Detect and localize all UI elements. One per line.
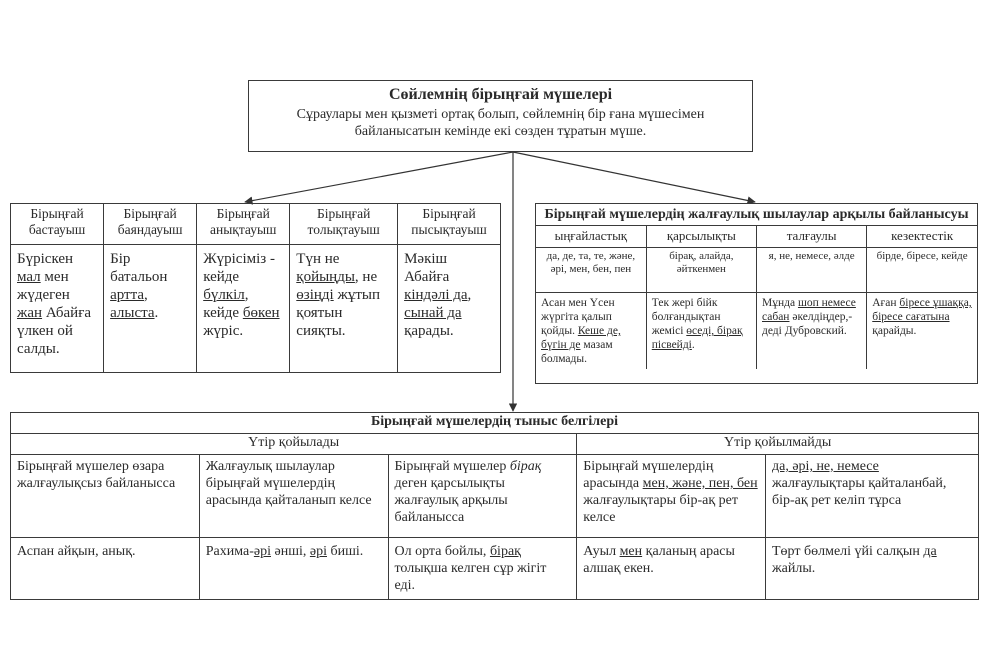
punct-example-1: Аспан айқын, анық. xyxy=(11,538,200,600)
punctuation-group-row xyxy=(11,434,979,455)
header-copulative: ыңғайластық xyxy=(536,226,646,248)
punct-example-5: Төрт бөлмелі үйі салқын да жайлы. xyxy=(766,538,979,600)
example-copulative: Асан мен Үсен жүргіта қалып қойды. Кеше де, бүгін де мазам болмады. xyxy=(536,293,646,370)
punctuation-title: Бірыңғай мүшелердің тыныс белгілері xyxy=(11,413,979,434)
header-adversative: қарсылықты xyxy=(646,226,756,248)
conj-alternating: бірде, біресе, кейде xyxy=(867,248,977,293)
definition-box xyxy=(248,80,753,152)
condition-5: да, әрі, не, немесе жалғаулықтары қайталанбай, бір-ақ рет келіп тұрса xyxy=(766,455,979,538)
member-types-header-row xyxy=(11,204,501,245)
conj-adversative: бірақ, алайда, әйткенмен xyxy=(646,248,756,293)
conjunction-words-row xyxy=(536,248,977,293)
header-disjunctive: талғаулы xyxy=(757,226,867,248)
example-disjunctive: Мұнда шоп немесе сабан әкелдіңдер,-деді Дубровский. xyxy=(757,293,867,370)
example-adverbial: Мәкіш Абайға кіндәлі да, сынай да қарады. xyxy=(398,245,501,373)
example-attribute: Жүрісіміз - кейде бүлкіл, кейде бөкен жүріс. xyxy=(197,245,290,373)
example-adversative: Тек жері бійк болғандықтан жемісі өседі, бірақ пісвейді. xyxy=(646,293,756,370)
conjunction-types-row xyxy=(536,226,977,248)
conjunctions-box xyxy=(535,203,978,384)
conjunctions-table xyxy=(536,226,977,369)
header-adverbial: Бірыңғай пысықтауыш xyxy=(398,204,501,245)
condition-3: Бірыңғай мүшелер бірақ деген қарсылықты жалғаулық арқылы байланысса xyxy=(388,455,577,538)
punct-example-3: Ол орта бойлы, бірақ толықша келген сұр жігіт еді. xyxy=(388,538,577,600)
group-comma-not-used: Үтір қойылмайды xyxy=(577,434,979,455)
condition-2: Жалғаулық шылаулар бірыңғай мүшелердің арасында қайталанып келсе xyxy=(199,455,388,538)
member-types-table xyxy=(10,203,501,373)
conj-copulative: да, де, та, те, және, әрі, мен, бен, пен xyxy=(536,248,646,293)
example-object: Түн не қойыңды, не өзіңді жұтып қоятын сияқты. xyxy=(290,245,398,373)
conjunction-examples-row xyxy=(536,293,977,370)
header-predicate: Бірыңғай баяндауыш xyxy=(104,204,197,245)
punctuation-table xyxy=(10,412,979,600)
punctuation-example-row xyxy=(11,538,979,600)
definition-title: Сөйлемнің бірыңғай мүшелері xyxy=(388,86,613,103)
condition-1: Бірыңғай мүшелер өзара жалғаулықсыз байланысса xyxy=(11,455,200,538)
condition-4: Бірыңғай мүшелердің арасында мен, және, пен, бен жалғаулықтары бір-ақ рет келсе xyxy=(577,455,766,538)
punctuation-condition-row xyxy=(11,455,979,538)
conj-disjunctive: я, не, немесе, әлде xyxy=(757,248,867,293)
conjunctions-title: Бірыңғай мүшелердің жалғаулық шылаулар арқылы байланысуы xyxy=(536,204,977,226)
punct-example-2: Рахима-әрі әнші, әрі биші. xyxy=(199,538,388,600)
example-predicate: Бір батальон артта, алыста. xyxy=(104,245,197,373)
punctuation-title-row xyxy=(11,413,979,434)
header-alternating: кезектестік xyxy=(867,226,977,248)
group-comma-used: Үтір қойылады xyxy=(11,434,577,455)
example-alternating: Аған біресе ұшаққа, біресе сағатына қарайды. xyxy=(867,293,977,370)
example-subject: Бүріскен мал мен жүдеген жан Абайға үлкен ой салды. xyxy=(11,245,104,373)
arrow-left xyxy=(245,152,513,202)
header-attribute: Бірыңғай анықтауыш xyxy=(197,204,290,245)
punct-example-4: Ауыл мен қаланың арасы алшақ екен. xyxy=(577,538,766,600)
arrow-right xyxy=(513,152,755,202)
definition-text: Сұраулары мен қызметі ортақ болып, сөйлемнің бір ғана мүшесімен байланысатын кемінде екі сөзден тұратын мүше. xyxy=(296,107,705,139)
header-object: Бірыңғай толықтауыш xyxy=(290,204,398,245)
member-types-example-row xyxy=(11,245,501,373)
header-subject: Бірыңғай бастауыш xyxy=(11,204,104,245)
